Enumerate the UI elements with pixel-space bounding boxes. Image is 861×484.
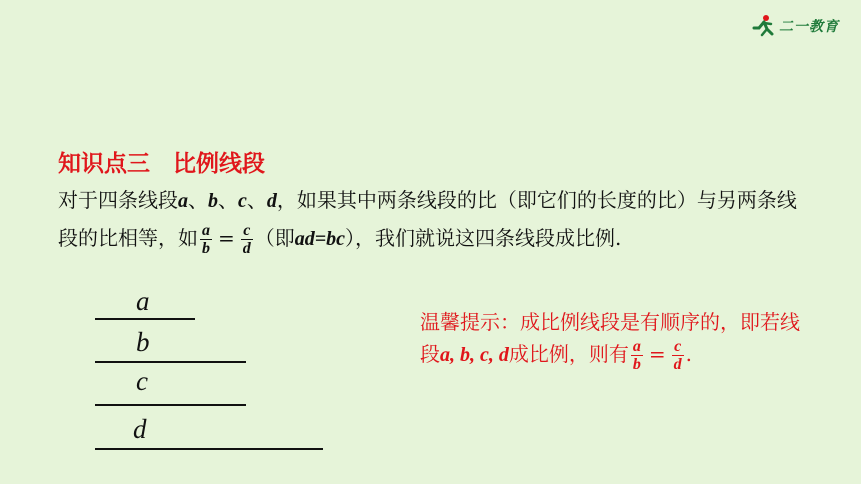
tip-letters: a, b, c, d xyxy=(440,344,509,366)
tip-end: . xyxy=(685,342,693,366)
product-equation: ad=bc xyxy=(294,228,346,250)
fraction-numerator: c xyxy=(672,338,684,356)
segment-label-d: d xyxy=(133,414,147,444)
tip-text-2: 成比例，则有 xyxy=(508,342,629,366)
tip-box xyxy=(420,306,800,373)
para-text-4: ），我们就说这四条线段成比例. xyxy=(345,226,622,250)
letter-d: d xyxy=(266,190,277,212)
tip-fraction-c-over-d xyxy=(672,338,684,373)
fraction-denominator: d xyxy=(673,356,682,373)
segment-label-a: a xyxy=(136,286,150,316)
fraction-numerator: a xyxy=(202,222,210,239)
letter-a: a xyxy=(178,190,188,212)
segment-b xyxy=(95,361,246,363)
tip-fraction-a-over-b xyxy=(631,338,643,373)
section-title: 知识点三 比例线段 xyxy=(58,151,265,177)
segment-label-c: c xyxy=(136,366,148,396)
para-sep-1: 、 xyxy=(188,188,208,212)
segment-label-b: b xyxy=(136,327,150,357)
letter-b: b xyxy=(208,190,218,212)
fraction-denominator: b xyxy=(202,240,210,257)
runner-icon xyxy=(751,14,777,38)
letter-c: c xyxy=(238,190,247,212)
logo xyxy=(751,14,839,38)
segment-a xyxy=(95,318,195,320)
definition-paragraph xyxy=(58,182,803,258)
fraction-denominator: d xyxy=(242,240,251,257)
para-text-3: （即 xyxy=(254,226,295,250)
fraction-c-over-d xyxy=(241,222,253,257)
para-text-2: ，如果其中两条线段的比（即它们的长度的比）与另两条线段的比相等，如 xyxy=(58,188,797,250)
fraction-a-over-b xyxy=(200,222,212,257)
para-sep-2: 、 xyxy=(218,188,238,212)
fraction-numerator: c xyxy=(241,222,253,240)
tip-text-1: 温馨提示：成比例线段是有顺序的，即若线段 xyxy=(420,310,800,366)
tip-equals-sign: = xyxy=(648,342,666,366)
para-text-1: 对于四条线段 xyxy=(58,188,178,212)
segment-c xyxy=(95,404,246,406)
para-sep-3: 、 xyxy=(246,188,267,212)
fraction-numerator: a xyxy=(632,338,641,355)
fraction-denominator: b xyxy=(632,356,641,373)
logo-text: 二一教育 xyxy=(779,19,839,35)
segment-d xyxy=(95,448,323,450)
equals-sign: = xyxy=(218,226,235,250)
